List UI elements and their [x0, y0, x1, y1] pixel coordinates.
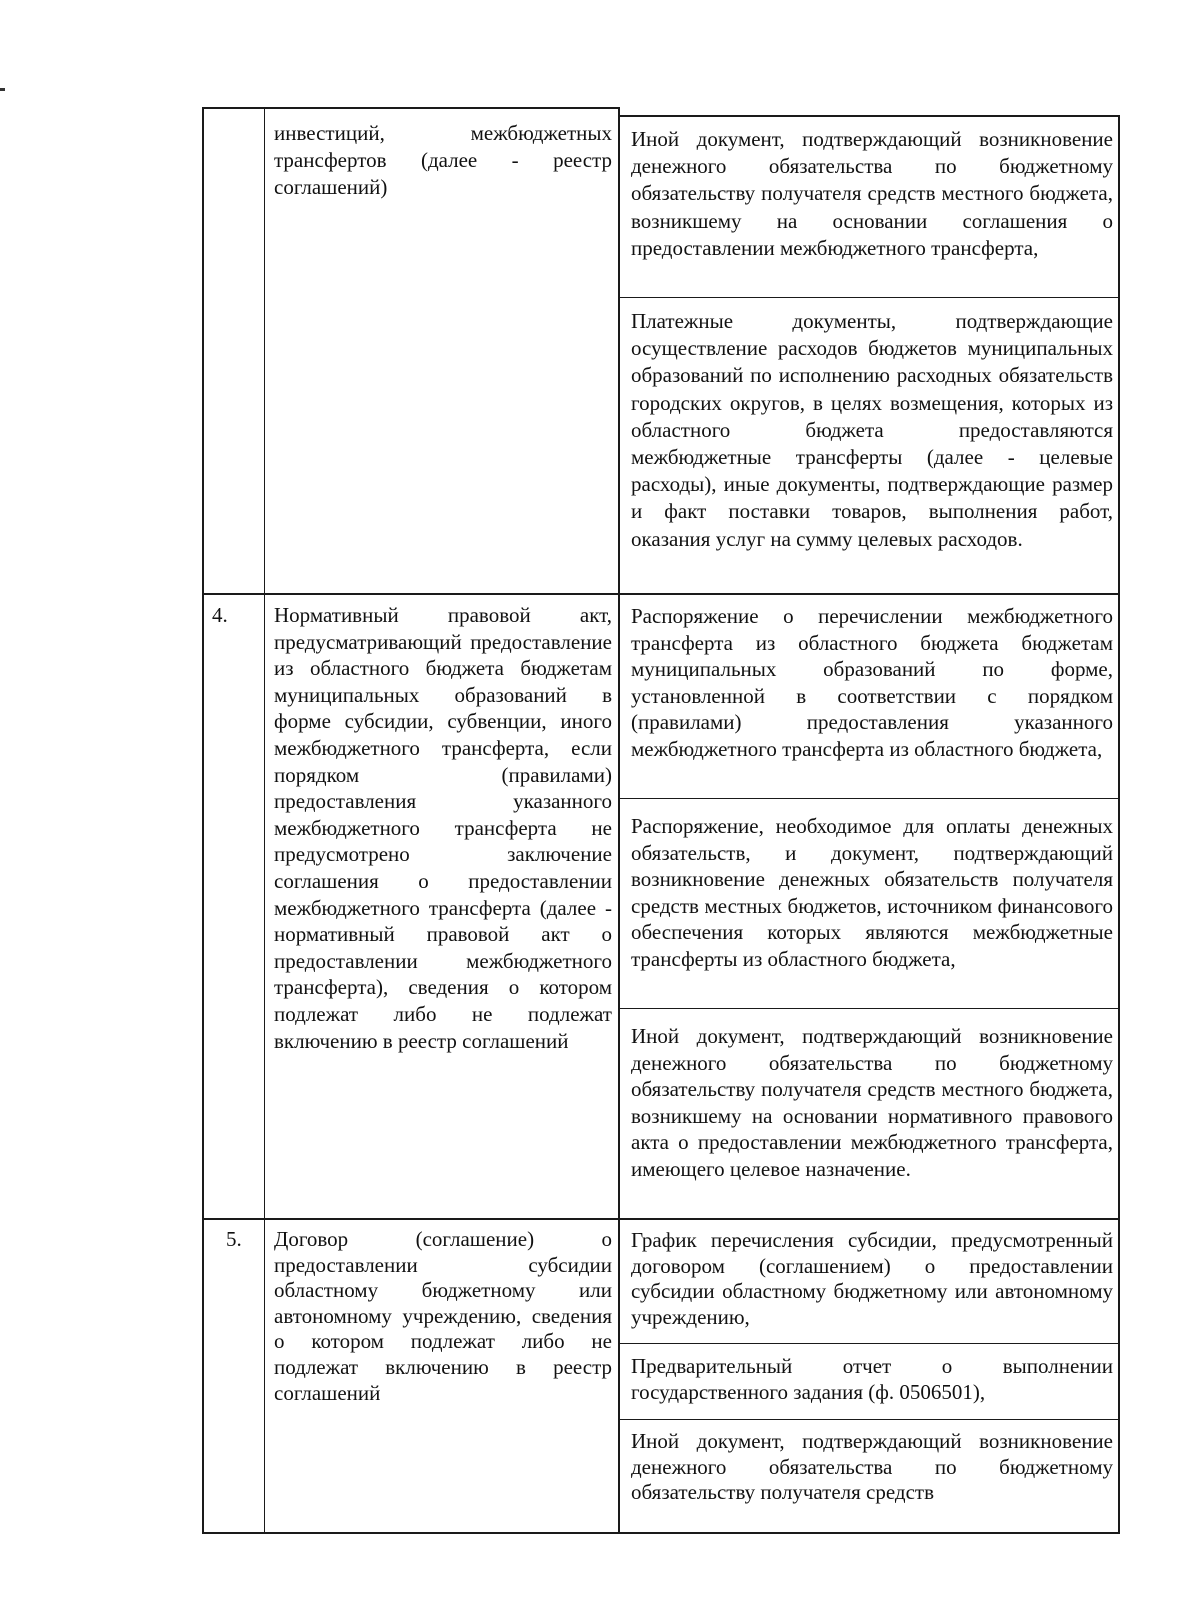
page-edge-mark [0, 88, 5, 91]
table-divider-number [264, 107, 265, 1534]
subrow-divider [620, 798, 1120, 799]
row-divider [202, 1218, 1120, 1220]
table-row-basis: Нормативный правовой акт, предусматривающий предоставление из областного бюджета бюджетам муниципальных образований в форме субсидии, субвенции, иного межбюджетного трансферта, если порядком (правилами) предоставления указанного межбюджетного трансферта не предусмотрено заключение соглашения о предоставлении межбюджетного трансферта (далее - нормативный правовой акт о предоставлении межбюджетного трансферта), сведения о котором подлежат либо не подлежат включению в реестр соглашений [274, 603, 612, 1053]
table-border-top [202, 107, 620, 109]
table-row-basis: Договор (соглашение) о предоставлении субсидии областному бюджетному или автономному учреждению, сведения о котором подлежат либо не подлежат включению в реестр соглашений [274, 1227, 612, 1405]
table-row-document: Иной документ, подтверждающий возникновение денежного обязательства по бюджетному обязательству получателя средств местного бюджета, возникшему на основании соглашения о предоставлении межбюджетного трансферта, [631, 127, 1113, 260]
table-row-document: Распоряжение о перечислении межбюджетного трансферта из областного бюджета бюджетам муниципальных образований по форме, установленной в соответствии с порядком (правилами) предоставления указанного межбюджетного трансферта из областного бюджета, [631, 604, 1113, 761]
row-number: 5. [226, 1227, 242, 1251]
table-row-document: Предварительный отчет о выполнении государственного задания (ф. 0506501), [631, 1354, 1113, 1404]
table-row-document: Иной документ, подтверждающий возникновение денежного обязательства по бюджетному обязательству получателя средств местного бюджета, возникшему на основании нормативного правового акта о предоставлении межбюджетного трансферта, имеющего целевое назначение. [631, 1024, 1113, 1181]
subrow-divider [620, 1343, 1120, 1344]
table-divider-basis [618, 107, 620, 1534]
table-border-left [202, 107, 204, 1534]
table-row-document: Распоряжение, необходимое для оплаты денежных обязательств, и документ, подтверждающий возникновение денежных обязательств получателя средств местных бюджетов, источником финансового обеспечения которых являются межбюджетные трансферты из областного бюджета, [631, 814, 1113, 971]
table-row-document: График перечисления субсидии, предусмотренный договором (соглашением) о предоставлении субсидии областному бюджетному или автономному учреждению, [631, 1228, 1113, 1329]
row-number: 4. [212, 603, 228, 627]
subrow-divider [620, 1419, 1120, 1420]
table-border-right [1118, 115, 1120, 1534]
table-row-basis: инвестиций, межбюджетных трансфертов (далее - реестр соглашений) [274, 121, 612, 199]
table-border-top-right [620, 115, 1120, 117]
subrow-divider [620, 297, 1120, 298]
table-row-document: Платежные документы, подтверждающие осуществление расходов бюджетов муниципальных образований по исполнению расходных обязательств городских округов, в целях возмещения, которых из областного бюджета предоставляются межбюджетные трансферты (далее - целевые расходы), иные документы, подтверждающие размер и факт поставки товаров, выполнения работ, оказания услуг на сумму целевых расходов. [631, 309, 1113, 551]
table-border-bottom [202, 1532, 1120, 1534]
table-row-document: Иной документ, подтверждающий возникновение денежного обязательства по бюджетному обязательству получателя средств [631, 1429, 1113, 1505]
row-divider [202, 593, 1120, 595]
subrow-divider [620, 1008, 1120, 1009]
